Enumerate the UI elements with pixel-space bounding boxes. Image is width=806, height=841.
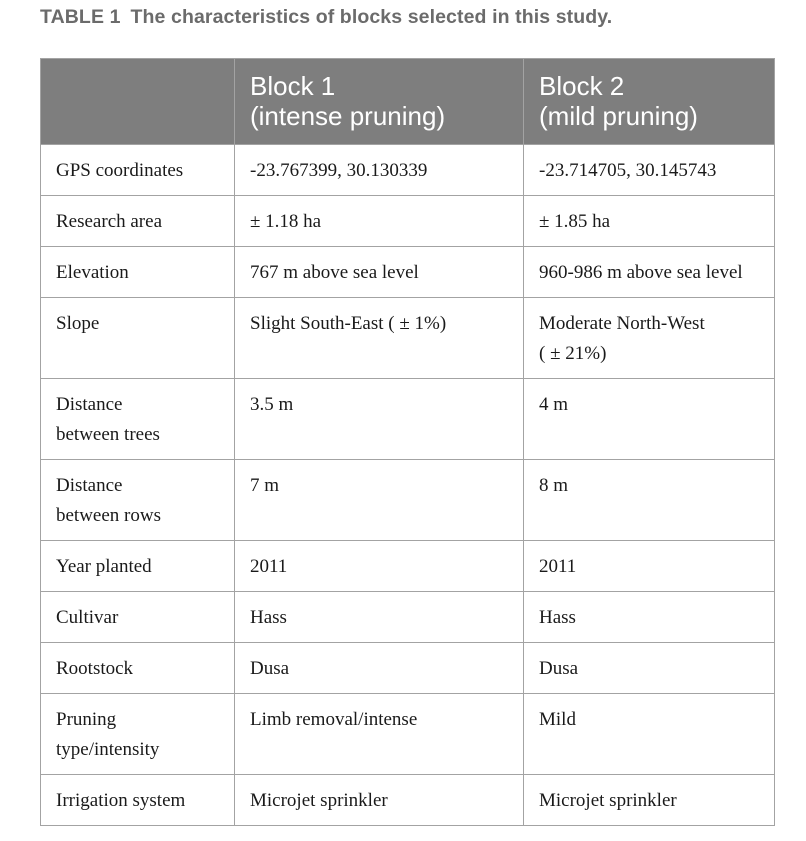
block-2-cell: [524, 247, 775, 298]
cell-text: Cultivar: [56, 607, 119, 628]
block-2-cell: [524, 643, 775, 694]
row-label-cell: [41, 379, 235, 460]
block-1-cell: [235, 541, 524, 592]
block-1-cell: [235, 379, 524, 460]
table-row: [41, 379, 775, 460]
cell-text: Moderate North-West: [539, 313, 705, 334]
cell-text: 3.5 m: [250, 394, 294, 415]
table-row: [41, 643, 775, 694]
row-label-cell: [41, 460, 235, 541]
cell-text: Distance: [56, 475, 123, 496]
block-1-cell: [235, 643, 524, 694]
block-1-cell: [235, 298, 524, 379]
cell-text: Limb removal/intense: [250, 709, 418, 730]
cell-text: between rows: [56, 505, 161, 526]
table-row: [41, 298, 775, 379]
cell-text: Elevation: [56, 262, 129, 283]
cell-text: Year planted: [56, 556, 152, 577]
header-cell-block-2: [524, 59, 775, 145]
cell-text: Irrigation system: [56, 790, 186, 811]
block-1-cell: [235, 460, 524, 541]
row-label-cell: [41, 298, 235, 379]
cell-text: 2011: [539, 556, 577, 577]
block-1-cell: [235, 775, 524, 826]
block-1-cell: [235, 694, 524, 775]
block-2-cell: [524, 541, 775, 592]
cell-text: ± 1.85 ha: [539, 211, 611, 232]
table-row: [41, 775, 775, 826]
characteristics-table: [40, 58, 775, 826]
row-label-cell: [41, 694, 235, 775]
header-block-2-line2: (mild pruning): [539, 101, 698, 131]
cell-text: Rootstock: [56, 658, 134, 679]
block-1-cell: [235, 247, 524, 298]
table-caption-label: TABLE 1: [40, 6, 121, 28]
cell-text: 767 m above sea level: [250, 262, 419, 283]
cell-text: GPS coordinates: [56, 160, 184, 181]
table-row: [41, 460, 775, 541]
block-2-cell: [524, 775, 775, 826]
table-header-row: [41, 59, 775, 145]
row-label-cell: [41, 145, 235, 196]
block-2-cell: [524, 694, 775, 775]
header-block-1-line1: Block 1: [250, 71, 336, 101]
cell-text: ± 1.18 ha: [250, 211, 322, 232]
block-1-cell: [235, 592, 524, 643]
header-block-1-line2: (intense pruning): [250, 101, 446, 131]
table-caption-text: The characteristics of blocks selected in this study.: [130, 6, 613, 28]
header-cell-block-1: [235, 59, 524, 145]
cell-text: Slight South-East ( ± 1%): [250, 313, 447, 334]
block-2-cell: [524, 196, 775, 247]
cell-text: Pruning: [56, 709, 117, 730]
block-2-cell: [524, 379, 775, 460]
table-row: [41, 145, 775, 196]
cell-text: Slope: [56, 313, 100, 334]
table-row: [41, 541, 775, 592]
header-block-2-line1: Block 2: [539, 71, 625, 101]
cell-text: Hass: [539, 607, 576, 628]
block-2-cell: [524, 592, 775, 643]
cell-text: -23.714705, 30.145743: [539, 160, 717, 181]
table-row: [41, 592, 775, 643]
cell-text: 2011: [250, 556, 288, 577]
row-label-cell: [41, 592, 235, 643]
table-row: [41, 196, 775, 247]
cell-text: Dusa: [539, 658, 579, 679]
cell-text: Distance: [56, 394, 123, 415]
cell-text: type/intensity: [56, 739, 160, 760]
block-2-cell: [524, 460, 775, 541]
block-2-cell: [524, 298, 775, 379]
cell-text: Microjet sprinkler: [250, 790, 388, 811]
cell-text: Microjet sprinkler: [539, 790, 677, 811]
row-label-cell: [41, 775, 235, 826]
row-label-cell: [41, 643, 235, 694]
block-1-cell: [235, 196, 524, 247]
row-label-cell: [41, 196, 235, 247]
cell-text: -23.767399, 30.130339: [250, 160, 428, 181]
header-cell-empty: [41, 59, 235, 145]
table-row: [41, 247, 775, 298]
block-2-cell: [524, 145, 775, 196]
cell-text: Hass: [250, 607, 287, 628]
cell-text: between trees: [56, 424, 160, 445]
cell-text: ( ± 21%): [539, 343, 607, 364]
row-label-cell: [41, 541, 235, 592]
table-caption: [40, 6, 612, 29]
cell-text: 960-986 m above sea level: [539, 262, 743, 283]
cell-text: 7 m: [250, 475, 280, 496]
row-label-cell: [41, 247, 235, 298]
block-1-cell: [235, 145, 524, 196]
table-row: [41, 694, 775, 775]
cell-text: 8 m: [539, 475, 569, 496]
cell-text: 4 m: [539, 394, 569, 415]
cell-text: Mild: [539, 709, 576, 730]
cell-text: Dusa: [250, 658, 290, 679]
cell-text: Research area: [56, 211, 163, 232]
